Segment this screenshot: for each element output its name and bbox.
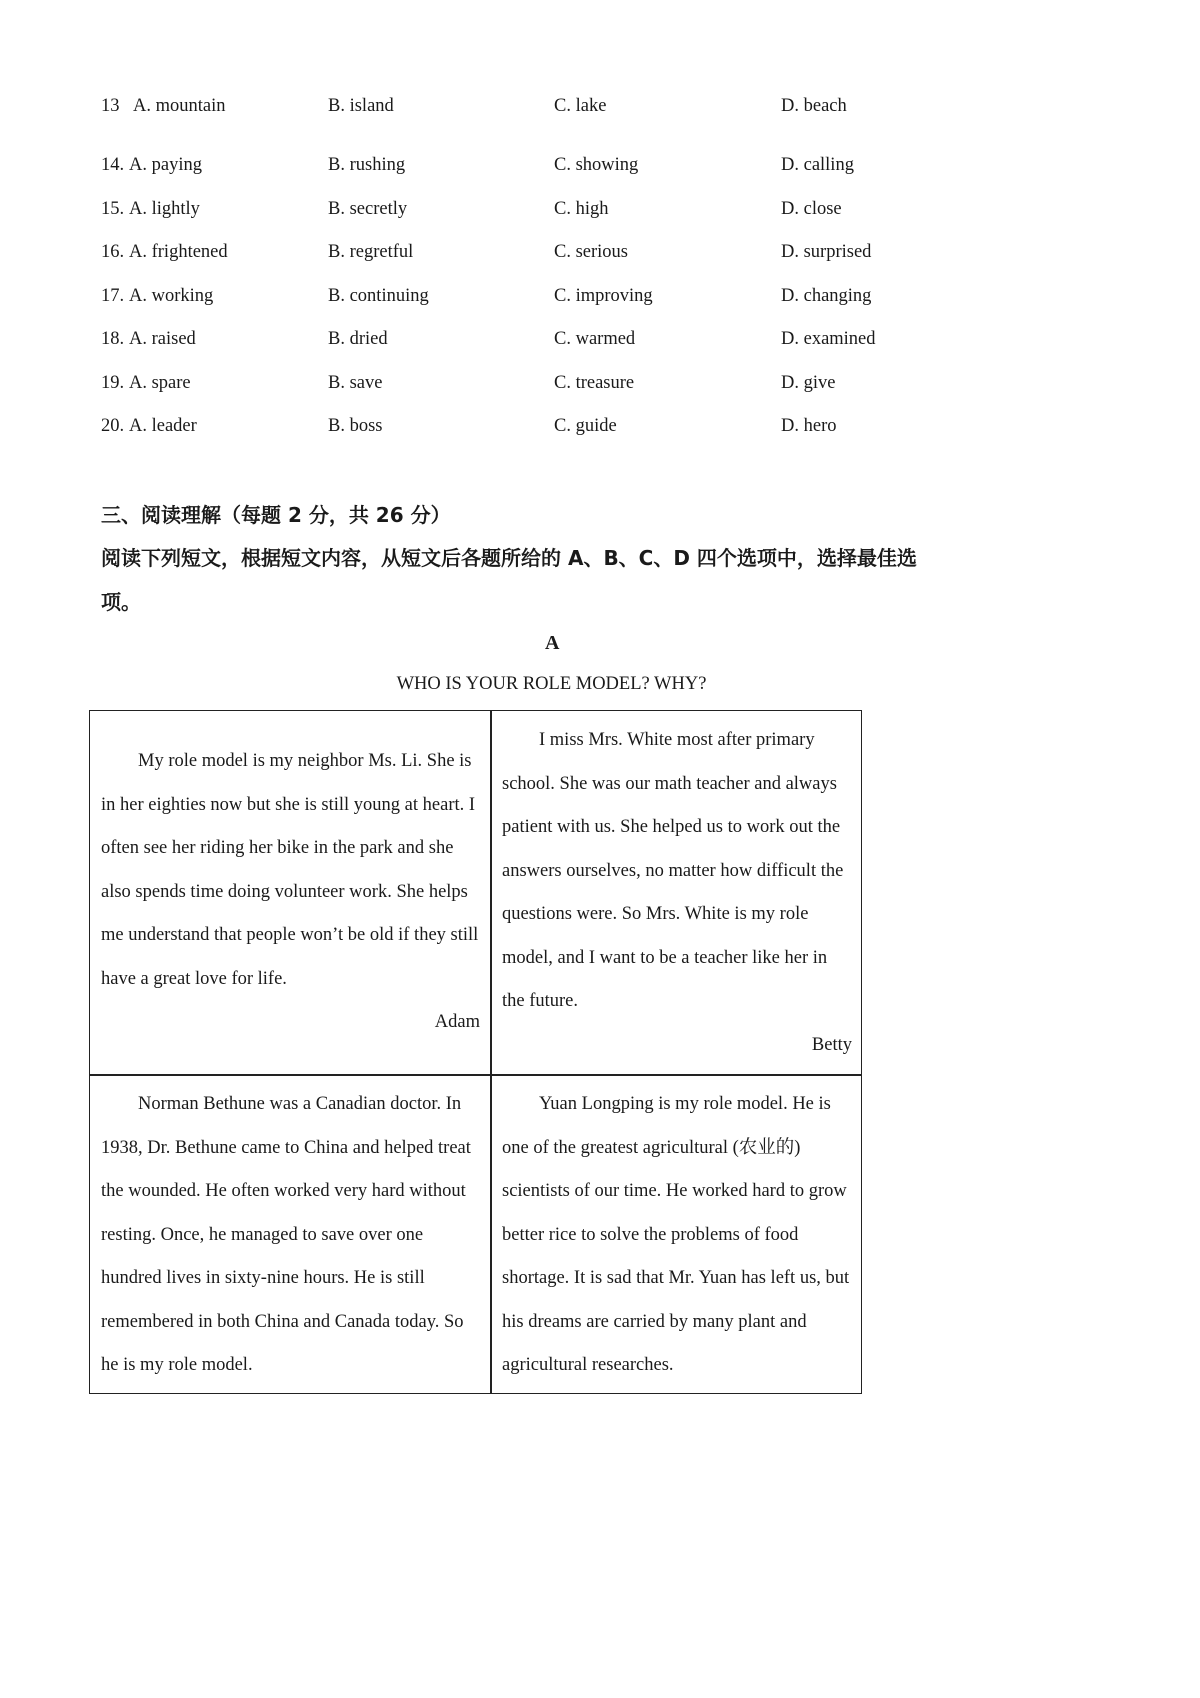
option-c: C. serious <box>554 242 628 262</box>
option-b: B. secretly <box>328 199 408 219</box>
question-number: 13 <box>101 96 120 116</box>
option-a: A. paying <box>129 155 202 175</box>
cell-text: I miss Mrs. White most after primary school. She was our math teacher and always patient with us. She helped us to work out the answers ourselves, no matter how difficult the questions were. So Mrs. White is my role model, and I want to be a teacher like her in the future. <box>502 730 844 1011</box>
question-number: 18. <box>101 329 125 349</box>
option-b: B. continuing <box>328 286 429 306</box>
cell-signature: Betty <box>811 1034 852 1055</box>
passage-letter: A <box>545 632 560 654</box>
question-number: 14. <box>101 155 125 175</box>
option-row-15 <box>0 194 1103 224</box>
cell-text: Norman Bethune was a Canadian doctor. In 1938, Dr. Bethune came to China and helped treat the wounded. He often worked very hard without resting. Once, he managed to save over one hundred lives in sixty-nine hours. He is still remembered in both China and Canada today. So he is my role model. <box>101 1094 471 1375</box>
option-row-18 <box>0 324 1103 354</box>
section-instruction-continued: 项。 <box>101 590 141 614</box>
section-title: 三、阅读理解（每题 2 分，共 26 分） <box>101 503 451 527</box>
option-a: A. mountain <box>133 96 226 116</box>
option-d: D. surprised <box>781 242 872 262</box>
option-c: C. lake <box>554 96 607 116</box>
role-model-table <box>89 710 862 1394</box>
option-b: B. island <box>328 96 394 116</box>
option-c: C. improving <box>554 286 653 306</box>
option-row-14 <box>0 150 1103 180</box>
section-instruction: 阅读下列短文，根据短文内容，从短文后各题所给的 A、B、C、D 四个选项中，选择最佳选 <box>101 546 917 570</box>
option-a: A. working <box>129 286 214 306</box>
option-a: A. spare <box>129 373 191 393</box>
option-d: D. beach <box>781 96 847 116</box>
question-number: 20. <box>101 416 125 436</box>
question-number: 17. <box>101 286 125 306</box>
passage-title: WHO IS YOUR ROLE MODEL? WHY? <box>396 674 707 694</box>
option-c: C. warmed <box>554 329 636 349</box>
option-a: A. leader <box>129 416 197 436</box>
option-c: C. guide <box>554 416 617 436</box>
option-d: D. examined <box>781 329 876 349</box>
table-cell-yuan <box>502 1083 852 1388</box>
option-row-20 <box>0 411 1103 441</box>
option-row-17 <box>0 281 1103 311</box>
table-divider-horizontal <box>90 1074 861 1076</box>
option-a: A. lightly <box>129 199 200 219</box>
option-a: A. frightened <box>129 242 228 262</box>
table-divider-vertical <box>490 711 492 1393</box>
option-c: C. showing <box>554 155 639 175</box>
cell-text: Yuan Longping is my role model. He is one of the greatest agricultural (农业的) scientists of our time. He worked hard to grow better rice to solve the problems of food shortage. It is sad that Mr. Yuan has left us, but his dreams are carried by many plant and agricultural researches. <box>502 1094 850 1375</box>
option-b: B. boss <box>328 416 383 436</box>
option-row-16 <box>0 237 1103 267</box>
option-d: D. give <box>781 373 836 393</box>
option-b: B. save <box>328 373 383 393</box>
option-c: C. high <box>554 199 609 219</box>
option-d: D. hero <box>781 416 837 436</box>
question-number: 19. <box>101 373 125 393</box>
option-d: D. changing <box>781 286 872 306</box>
option-b: B. rushing <box>328 155 406 175</box>
option-row-19 <box>0 368 1103 398</box>
option-d: D. close <box>781 199 842 219</box>
option-row-13 <box>0 91 1103 121</box>
table-cell-bethune <box>101 1083 480 1388</box>
cell-signature: Adam <box>434 1012 480 1032</box>
question-number: 16. <box>101 242 125 262</box>
cell-text: My role model is my neighbor Ms. Li. She is in her eighties now but she is still young at heart. I often see her riding her bike in the park and she also spends time doing volunteer work. She helps me understand that people won’t be old if they still have a great love for life. <box>101 751 479 989</box>
question-number: 15. <box>101 199 125 219</box>
table-cell-betty <box>502 719 852 1067</box>
option-b: B. dried <box>328 329 388 349</box>
option-c: C. treasure <box>554 373 635 393</box>
table-cell-adam <box>101 740 480 1045</box>
option-a: A. raised <box>129 329 196 349</box>
option-d: D. calling <box>781 155 854 175</box>
option-b: B. regretful <box>328 242 414 262</box>
